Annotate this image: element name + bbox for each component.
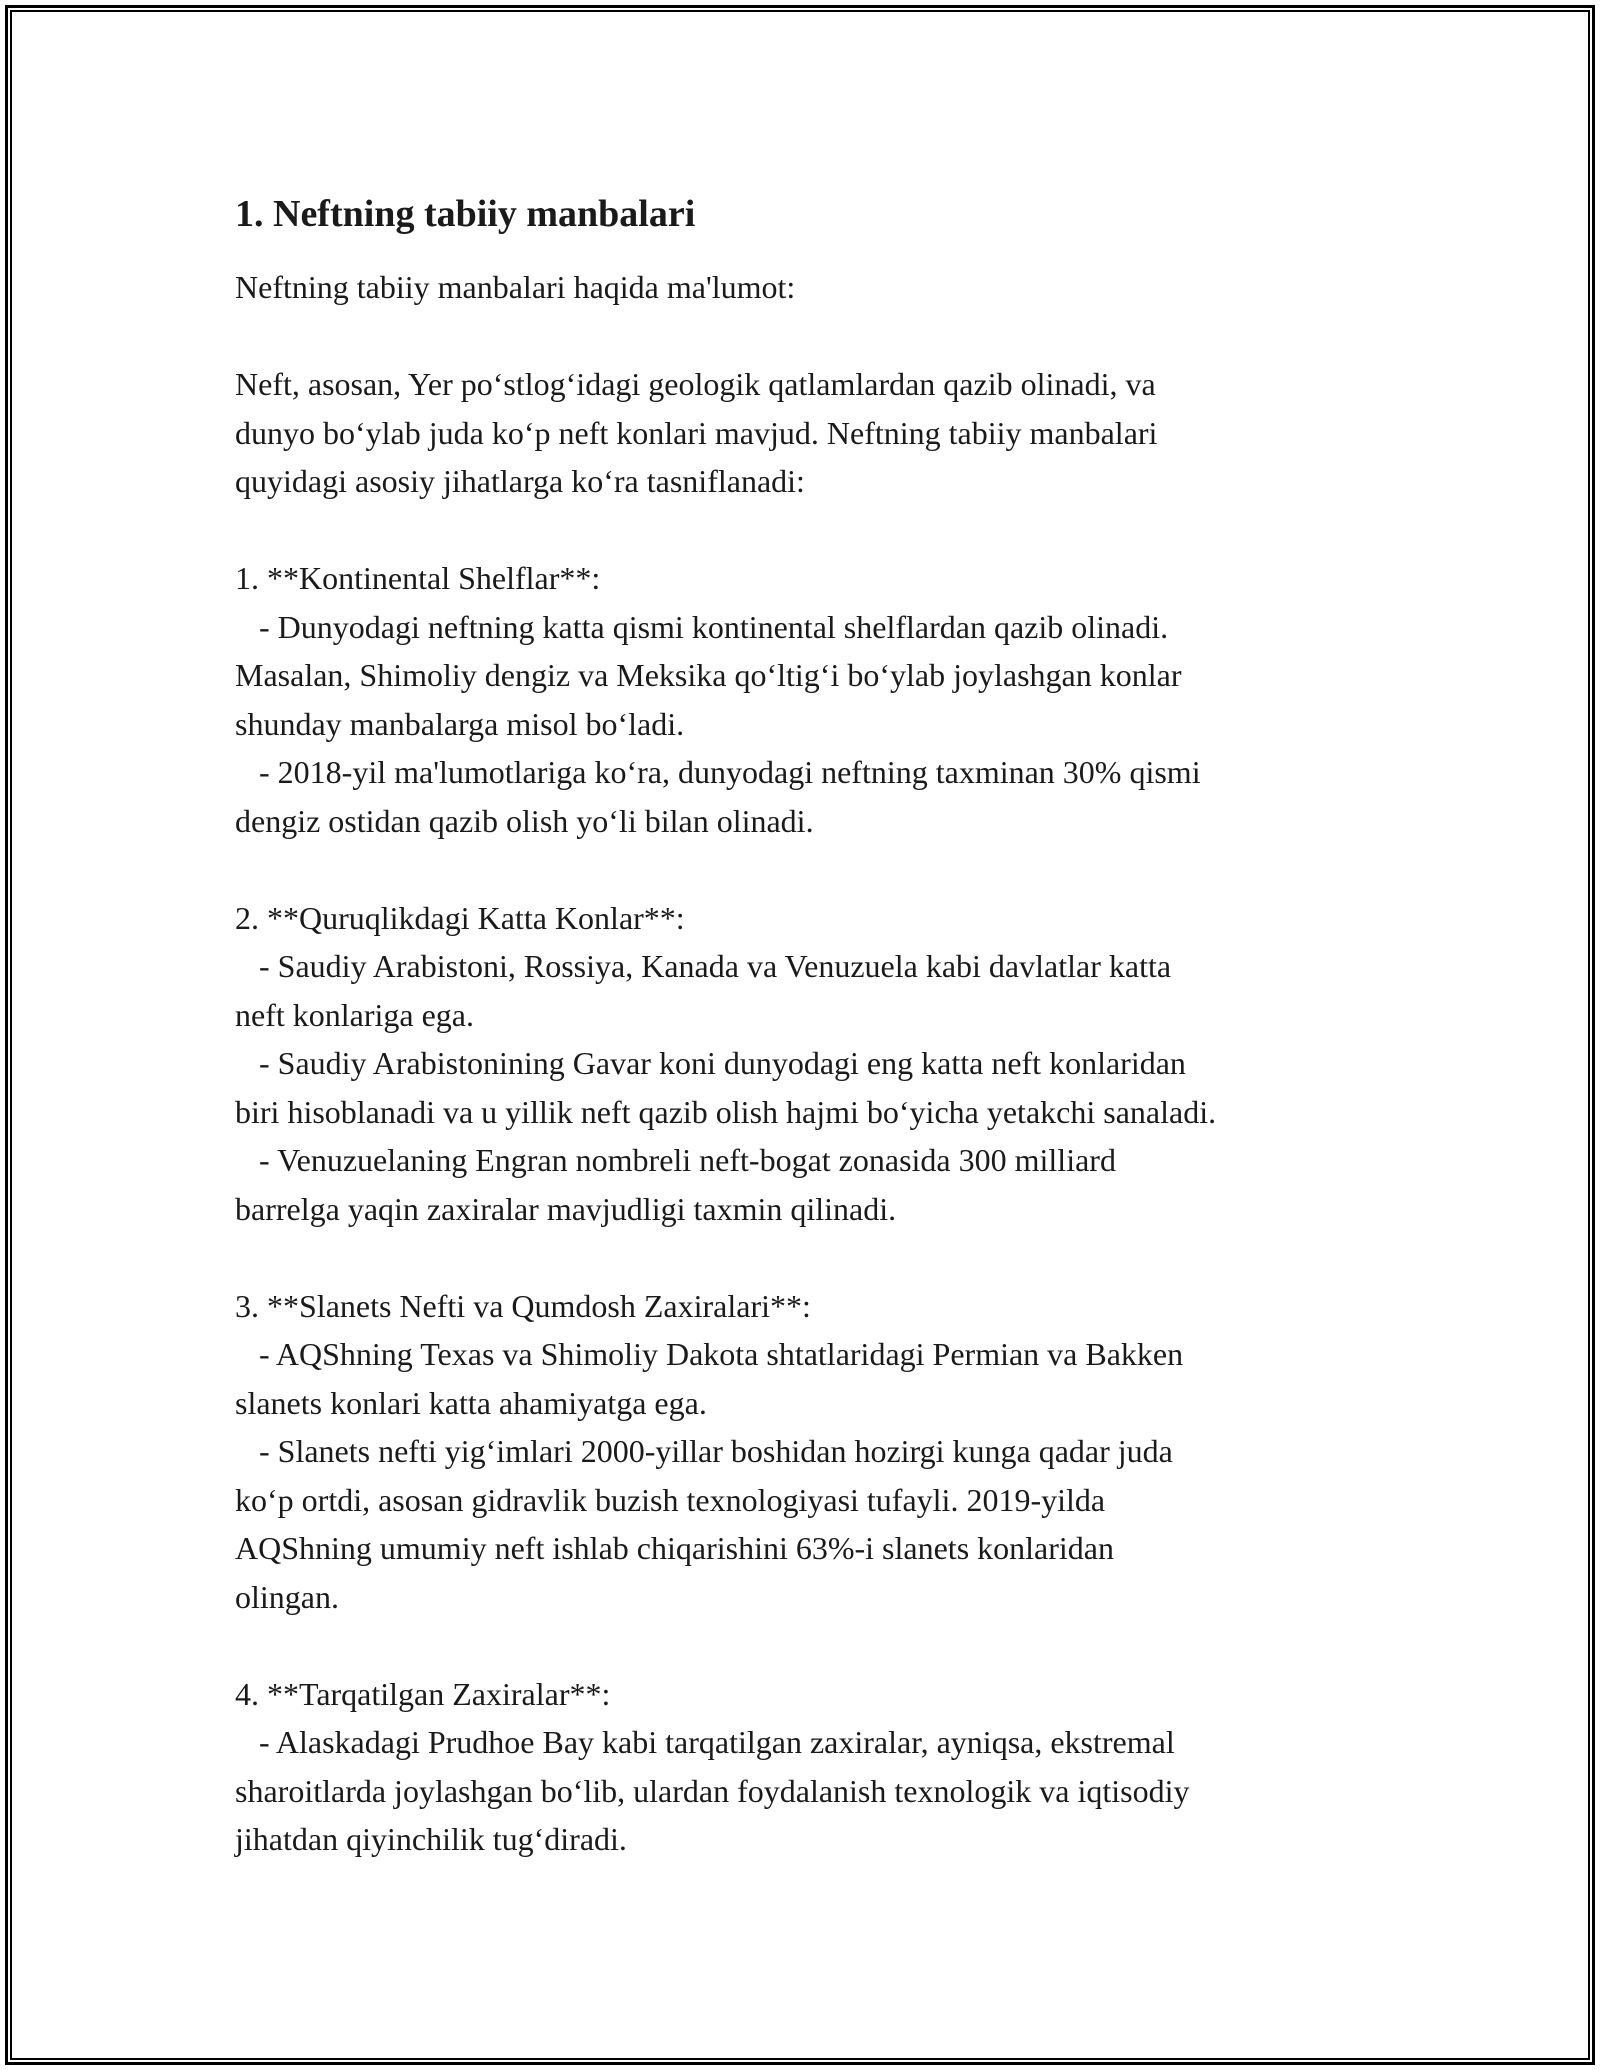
- document-content: [235, 190, 1415, 1864]
- document-title: 1. Neftning tabiiy manbalari: [235, 193, 696, 235]
- document-body: Neftning tabiiy manbalari haqida ma'lumot: Neft, asosan, Yer po‘stlog‘idagi geologik qatlamlardan qazib olinadi, va dunyo bo‘ylab juda ko‘p neft konlari mavjud. Neftning tabiiy manbalari quyidagi asosiy jihatlarga ko‘ra tasniflanadi: 1. **Kontinental Shelflar**: - Dunyodagi neftning katta qismi kontinental shelflardan qazib olinadi. Masalan, Shimoliy dengiz va Meksika qo‘ltig‘i bo‘ylab joylashgan konlar shunday manbalarga misol bo‘ladi. - 2018-yil ma'lumotlariga ko‘ra, dunyodagi neftning taxminan 30% qismi dengiz ostidan qazib olish yo‘li bilan olinadi. 2. **Quruqlikdagi Katta Konlar**: - Saudiy Arabistoni, Rossiya, Kanada va Venuzuela kabi davlatlar katta neft konlariga ega. - Saudiy Arabistonining Gavar koni dunyodagi eng katta neft konlaridan biri hisoblanadi va u yillik neft qazib olish hajmi bo‘yicha yetakchi sanaladi. - Venuzuelaning Engran nombreli neft-bogat zonasida 300 milliard barrelga yaqin zaxiralar mavjudligi taxmin qilinadi. 3. **Slanets Nefti va Qumdosh Zaxiralari**: - AQShning Texas va Shimoliy Dakota shtatlaridagi Permian va Bakken slanets konlari katta ahamiyatga ega. - Slanets nefti yig‘imlari 2000-yillar boshidan hozirgi kunga qadar juda ko‘p ortdi, asosan gidravlik buzish texnologiyasi tufayli. 2019-yilda AQShning umumiy neft ishlab chiqarishini 63%-i slanets konlaridan olingan. 4. **Tarqatilgan Zaxiralar**: - Alaskadagi Prudhoe Bay kabi tarqatilgan zaxiralar, ayniqsa, ekstremal sharoitlarda joylashgan bo‘lib, ulardan foydalanish texnologik va iqtisodiy jihatdan qiyinchilik tug‘diradi.: [235, 269, 1217, 1857]
